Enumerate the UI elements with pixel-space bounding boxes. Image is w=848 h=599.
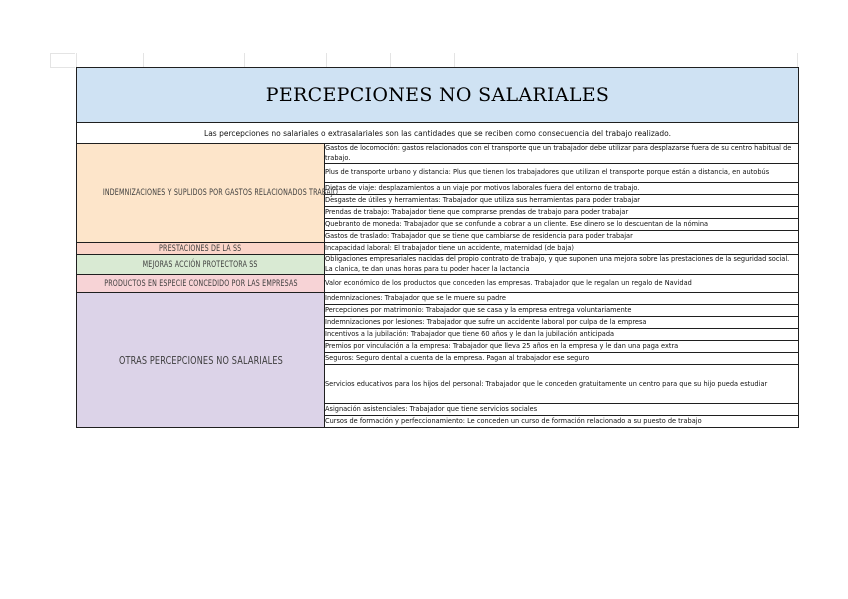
item-servicios-educativos: Servicios educativos para los hijos del personal: Trabajador que le conceden gratuitamente un centro para que su hijo pueda estudiar bbox=[325, 365, 799, 404]
grid-line bbox=[76, 53, 77, 67]
item-percepciones-matrimonio: Percepciones por matrimonio: Trabajador que se casa y la empresa entrega voluntariamente bbox=[325, 305, 799, 317]
page-title: PERCEPCIONES NO SALARIALES bbox=[77, 68, 799, 123]
item-indemnizaciones: Indemnizaciones: Trabajador que se le muere su padre bbox=[325, 293, 799, 305]
category-mejoras: MEJORAS ACCIÓN PROTECTORA SS bbox=[77, 255, 325, 275]
grid-line bbox=[244, 53, 245, 67]
item-cursos-formacion: Cursos de formación y perfeccionamiento: Le conceden un curso de formación relacionado a su puesto de trabajo bbox=[325, 416, 799, 428]
item-plus-transporte: Plus de transporte urbano y distancia: Plus que tienen los trabajadores que utilizan el transporte porque están a distancia, en autobús bbox=[325, 164, 799, 183]
item-seguros: Seguros: Seguro dental a cuenta de la empresa. Pagan al trabajador ese seguro bbox=[325, 353, 799, 365]
category-indemnizaciones: INDEMNIZACIONES Y SUPLIDOS POR GASTOS RELACIONADOS TRABAJO bbox=[77, 144, 325, 243]
category-otras: OTRAS PERCEPCIONES NO SALARIALES bbox=[77, 293, 325, 428]
grid-line bbox=[390, 53, 391, 67]
grid-line bbox=[143, 53, 144, 67]
percepciones-table bbox=[76, 67, 799, 428]
grid-line bbox=[50, 53, 75, 54]
item-desgaste-utiles: Desgaste de útiles y herramientas: Trabajador que utiliza sus herramientas para poder trabajar bbox=[325, 195, 799, 207]
item-quebranto-moneda: Quebranto de moneda: Trabajador que se confunde a cobrar a un cliente. Ese dinero se lo descuentan de la nómina bbox=[325, 219, 799, 231]
intro-text: Las percepciones no salariales o extrasalariales son las cantidades que se reciben como consecuencia del trabajo realizado. bbox=[77, 123, 799, 144]
grid-line bbox=[797, 53, 798, 67]
category-prestaciones: PRESTACIONES DE LA SS bbox=[77, 243, 325, 255]
category-productos: PRODUCTOS EN ESPECIE CONCEDIDO POR LAS EMPRESAS bbox=[77, 275, 325, 293]
item-indemnizaciones-lesiones: Indemnizaciones por lesiones: Trabajador que sufre un accidente laboral por culpa de la empresa bbox=[325, 317, 799, 329]
grid-line bbox=[50, 67, 75, 68]
grid-line bbox=[326, 53, 327, 67]
item-gastos-locomocion: Gastos de locomoción: gastos relacionados con el transporte que un trabajador debe utilizar para desplazarse fuera de su centro habitual de trabajo. bbox=[325, 144, 799, 164]
item-incentivos-jubilacion: Incentivos a la jubilación: Trabajador que tiene 60 años y le dan la jubilación anticipada bbox=[325, 329, 799, 341]
grid-line bbox=[50, 53, 51, 67]
item-incapacidad-laboral: Incapacidad laboral: El trabajador tiene un accidente, maternidad (de baja) bbox=[325, 243, 799, 255]
item-prendas-trabajo: Prendas de trabajo: Trabajador tiene que comprarse prendas de trabajo para poder trabajar bbox=[325, 207, 799, 219]
item-gastos-traslado: Gastos de traslado: Trabajador que se tiene que cambiarse de residencia para poder trabajar bbox=[325, 231, 799, 243]
item-premios-vinculacion: Premios por vinculación a la empresa: Trabajador que lleva 25 años en la empresa y le dan una paga extra bbox=[325, 341, 799, 353]
grid-line bbox=[454, 53, 455, 67]
item-valor-economico: Valor económico de los productos que conceden las empresas. Trabajador que le regalan un regalo de Navidad bbox=[325, 275, 799, 293]
item-dietas-viaje: Dietas de viaje: desplazamientos a un viaje por motivos laborales fuera del entorno de trabajo. bbox=[325, 183, 799, 195]
item-asignacion-asistenciales: Asignación asistenciales: Trabajador que tiene servicios sociales bbox=[325, 404, 799, 416]
item-obligaciones-empresariales: Obligaciones empresariales nacidas del propio contrato de trabajo, y que suponen una mejora sobre las prestaciones de la seguridad social. La clanica, te dan unas horas para tu poder hacer la lactancia bbox=[325, 255, 799, 275]
